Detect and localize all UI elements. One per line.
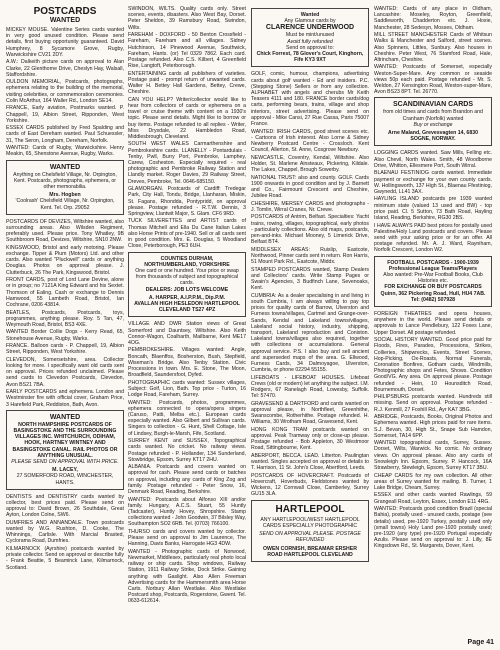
box-contact-address: 27 SOMERFORD ROAD, WINCHESTER, HANTS. bbox=[16, 473, 114, 486]
ads-group bbox=[6, 219, 124, 408]
classified-ad: TUCK SILVERETTES and ARTIST cards of Thomas Mitchell and Ella Du Cane Italian Lakes also Horse Prints of pre-1940. Sell or all cards sent in good condition. Mrs. E. Douglas, 5 Woodland Close, Peterborough, PE3 6UH. bbox=[128, 218, 246, 250]
box-italic: PLEASE SEND ON APPROVAL WITH PRICE. bbox=[11, 458, 119, 465]
classified-ad: SOCIAL HISTORY WANTED. Good price paid for Floods, Fires, Parades, Processions, Strikes, Collieries, Shipwrecks, Events, Street Scenes, Hop-Picking, Ox-Roasts, Normal Funerals, Coronation Bonfires, Gotham cards, Windmills, Photographic shops and Fetes, Shows. Condition Good/VG. Any area. On approval please. Postage refunded - Hein, 10 Hounsditch Road, Bournemouth, Dorset. bbox=[374, 337, 492, 393]
classified-ad: FAREHAM - DOXFORD - 50 Benton Crossfield - Fareham, Fareham and all villages. Sidney Hutchinson, 14 Pinewood Avenue, Southwick, Fareham, Hants. (or) Tel 0329 7862. Each card. Postage refunded. Also C.S. Kilbert, 4 Greenfield Rise, Langtoft, Peterborough. bbox=[128, 32, 246, 70]
boxed-ad-north-hampshire bbox=[6, 410, 124, 490]
classified-ad: WANTED topographical cards, Surrey, Sussex. Dorset, Wilts, Warwick. No comic. No ordinary views. On approval please. Also any cards of Snowleigh Inn. Epsom, Surrey. P. Hancock, 16A Strawberry, Stewleigh, Epsom, Surrey KT17 3BU. bbox=[374, 440, 492, 472]
classified-ad: PHOTOGRAPHIC cards wanted: Sussex villages, Subject: Golf, Lion, Bath. Top price - Turton, 16 Lodge Road, Fareham, Surrey. bbox=[128, 379, 246, 399]
box-title: COUNTIES DURHAM, bbox=[160, 255, 214, 262]
classified-ad: CUMBRIA: As a dealer specialising in and living in south Cumbria, I am always willing to pay top prices for quality cards of Barrow, Ulverston and Furness towns/villages, Cartmel and Grange-over-Sands, Kendal and Lakeland towns/villages, Lakeland social history, industry, shipping, transport, Lakeland reproduction and Coniston. Lakeland towns/villages also required, together with collections or accumulations. General approval service. P.S. I also buy and sell ancient and superseded maps of the area. G. Ellwood, Furness Cards, 34 Dalmoyagoe, Ulverston, Cumbria, or phone 02294 55155. bbox=[251, 292, 369, 374]
classified-ad: CHEAP CARDS for my own collection. All other areas of Surrey wanted for mailing. B. Turner, 1 Lake Bridge, Cheam, Surrey. bbox=[374, 472, 492, 491]
classified-ad: WANTED: Postcards, photos, programmes, ephemera connected to opera/opera singers (Caruso, Patti, Melba etc.). European cards especially wanted. Also Gilbert and Sullivan cards. Singers to collection - G. Hunt, Shell Cottage, Isle of Lindsey, Burgh-le-Marsh, Fife, Scotland. bbox=[128, 399, 246, 437]
classified-ad: SWINDON, WILTS. Quality cards only. Street scenes, events, disasters. Also West Bay, Dorset. Peter Sheldon, 39 Ramsbury Road, Swindon, Wilts. bbox=[128, 6, 246, 31]
boxed-ad-football bbox=[374, 256, 492, 307]
box-italic: SEND ON APPROVAL PLEASE. POSTAGE REFUNDED bbox=[259, 531, 361, 544]
classified-ad: FRONT CARDS, post of Lord Lane Devine, alone or in group; no 7121A King Edward and his Sextet. Thomson of Ealing. Cash or exchange to Dennis Hamwood, 55 Lambeth Road, Bristol, Ian Cochrane, 0206 43814. bbox=[6, 277, 124, 308]
ads-group bbox=[374, 311, 492, 550]
box-body: Avoid fully refunded bbox=[287, 38, 333, 45]
boxed-ad-durham bbox=[128, 252, 246, 318]
classified-ad: WANTED Border Collie Dogs - Kerry Read, 65, Stonehouse Avenue, Rugby, Warks. bbox=[6, 329, 124, 342]
box-contact-address: AVALLAN HIGH HESLEDON HARTLEPOOL CLEVELAND TS27 4PZ bbox=[134, 300, 240, 314]
box-contact-name: M. LACEY, bbox=[52, 467, 78, 474]
box-line: Any Glamour cards by bbox=[284, 18, 336, 25]
classified-ad: DENTISTS and DENTISTRY cards wanted by collector, best prices paid. Please send on approval to: David Brown, 26 Southdale, Great Ayton, London Colne, SW6. bbox=[6, 493, 124, 519]
classified-ad: CAN YOU HELP? Writer/collector would like to hear from collectors of cards or ephemera on a travel or cruise theme with content on a 1930's topic. Please send details. Might like to borrow or buy items. Postage refunded to all replies - Writer, Miss Drysdale, 22 Hambledon Road, Middlesbrough, Cleveland. bbox=[128, 96, 246, 140]
classified-ad: EARLY POSTCARDS and ephemera. London and Westminster fire with official cover, Graham Price, 3 Harefield Park, Reddiston, Bath, Avon. bbox=[6, 389, 124, 408]
classified-ad: WANTED: IRISH CARDS, good street scenes etc. - Cartoons of Irish interest. Also Lorne & Sidney Newberry Postcard Centre - Crossloch. Kent Council, Allerton, St. Anne, Cosgrove Newbury. bbox=[251, 128, 369, 154]
classified-ad: CLEVEDON, Somersetshire, area. Collector looking for more. I specifically want old cards sent on approval. Prices refunded unclaimed. Please send cards to Clevedon Postcards, Clevedon, Avon BS21 7BA. bbox=[6, 356, 124, 388]
classified-ad: ABRIDGE, Postcards, Books, Original Photos and Ephemera wanted. High prices paid for rare items. S.J. Bevan, 30, High St., Snape Sub Hamdon, Somerset, TA14 6PP. bbox=[374, 414, 492, 439]
box-contact-name: A. HARPER, A.I.P.P.M., Dip.P.M. bbox=[148, 294, 226, 301]
classified-ad: CHESHIRE, MERSEY CARDS and photographs - J. Tomlin, Wirral Cranes, Nr. Crewe. bbox=[251, 200, 369, 213]
classified-ad: PEMBROKESHIRE. Villages wanted: Angle, Boncath, Blaenffos, Bosherston, Bush, Stepfield, Wiseman's Bridge. Also Tenby Station. Civic Processions in town. Mrs. E. Stone, The Moon, Broadfield, Saundersfoot, Dyfed. bbox=[128, 347, 246, 379]
classified-ad: DUMFRIES AND ANNANDALE. Town postcards wanted by W.G. Rushton, D. Cooke, The Whinnings, Carlisle. With Marcial Brasted, Cyclorama Road, Dumfries. bbox=[6, 519, 124, 545]
boxed-ad-chelsfield bbox=[6, 160, 124, 215]
classified-ad: FRANCE. Balloon cards - P. Chappell, 19, Albion Street, Ripponden, West Yorkshire. bbox=[6, 343, 124, 356]
boxed-ad-scandinavian bbox=[374, 97, 492, 146]
classified-ad: GRAVESEND & DARTFORD and cards wanted on approval please, in Northfleet, Greenhithe, Swanscombe, Rotherhithe. Postage refunded. H. Williams, 30 Wrotham Road, Gravesend, Kent. bbox=[251, 400, 369, 426]
classified-ad: MIDDLESEX AREAS: Ruislip, Eastcote, Northwood, Pinner cards sent in return. Ron Harris, 51 Mount Park Rd., Eastcote, Middx. bbox=[251, 246, 369, 266]
classified-ad: NATIONAL TRUST: also and county. GOLF. Cards 1900 onwards in good condition and by J. Barnett and Co., Fairmount Crescent and Cheshire, Jubilee Road. bbox=[251, 174, 369, 200]
classified-ad: PHILIPSBURG postcards wanted. Hundreds still missing. Send on approval. Postage refunded - R.J. Kenmill, 27 Foxhill Rd., Ayr KA7 3BG. bbox=[374, 394, 492, 413]
classified-ad: A.W.: Dalkeith picture cards on approval to Alan Clarke, 22 Glenthorne Drive, Cheslyn Hay, Walsall, Staffordshire. bbox=[6, 59, 124, 78]
box-body: ANY HARTLEPOOL/WEST HARTLEPOOL CARDS ESPECIALLY PHOTOGRAPHIC bbox=[260, 516, 360, 529]
box-contact-address: 'Coolrash' Chelsfield Village, Nr. Orpington, Kent. Tel. Orp. 29052 bbox=[15, 198, 115, 211]
box-body: NORTH HAMPSHIRE POSTCARDS OF BASINGSTOKE AND THE SURROUNDING VILLAGES INC. WHITCHURCH, ODIHAM, HOOK, HARTNEY WINTNEY AND BASINGSTOKE CANAL. RAIL PHOTOS OR ANYTHING UNUSUAL. bbox=[12, 421, 118, 459]
box-body: Send on approval to: bbox=[286, 44, 334, 51]
classified-ad: SOUTH WEST WALES Carmarthenshire and Pembrokeshire cards. LLANELLY - Pontardulais - Tenby, Pwll, Burry Port, Pembroke, Lamphey, Carew, Cosheston. Especially required - real photographic and Pembroke Railway Station and Llandly market. Roger Davies, 29 Railway Street, Dreves, Pembroke, Tel. 0646-685150. bbox=[128, 141, 246, 185]
box-title: HARTLEPOOL bbox=[275, 503, 345, 515]
classified-ad: POSTCARDS of Antrim, Belfast. Specialties: Yacht trains, rowing, villages, topographical, early photos - particularly collections. Also old maps, postcards, pen-and-inks. Michael Mooney, 5 Limerick Drive, Belfast BT4. bbox=[251, 214, 369, 246]
classified-ad: KILMARNOCK (Ayrshire) postcards wanted by private collector. Send on approval or describe fully - Frank Beattie, 5 Beaminck Lane, Kilmarnock, Scotland. bbox=[6, 545, 124, 571]
classified-ad: WANTED: Cards of Rugby, Warwickshire. Henry Meakin, 65, Shenstone Avenue, Rugby, Warks. bbox=[6, 145, 124, 158]
classified-ad: HAYLING ISLAND postcards pre 1939 wanted minimum state (valued 13 used and BW) - top price paid. Cl. 5 Sutton, 73 Bath Road, Hayling Island, Reading, Berkshire, RG30 2BS. bbox=[374, 196, 492, 222]
box-contact: Chick Forrest, 78 Glover's Court, Kinghorn, Fife KY3 9XT bbox=[256, 51, 364, 64]
ads-group bbox=[374, 150, 492, 253]
page-number: Page 41 bbox=[467, 639, 494, 646]
box-title: SCANDINAVIAN CARDS bbox=[393, 101, 473, 109]
boxed-ad-hartlepool bbox=[251, 500, 369, 562]
classified-ad: POSTCARDS OF DEVIZES, Wiltshire wanted, also surrounding areas. Also Wilsden Regiment, preferably used. Please price. Tony Whatley, 9B Southbroom Road, Devizes, Wiltshire, SN10 2NW. bbox=[6, 218, 124, 244]
box-body: Must be mint/unused bbox=[285, 32, 335, 39]
column-1 bbox=[6, 6, 124, 572]
classified-ad: SURREY KENT and SUSSEX, Topographical cards wanted. No cricket. No railway views. Postage refunded - P. Hollander, 134 Sunderland, Stowbridge, Epsom, Surrey KT17 2HU. bbox=[128, 438, 246, 463]
classified-ad: WANTED: Postcards about Alfonso XIII and/or family. Hungary, A.C.S. Stuart, 55 Huntly (Tadcaster), Huntly Hovey, Shropshire. Stamp collections wanted - John Goodwin, 37 Bilsley Way, Southampton SO2 6RB. Tel. (0703) 766100. bbox=[128, 496, 246, 528]
box-highlight: FOR EXCHANGE OR BUY POSTCARDS bbox=[384, 284, 482, 291]
box-body: One card or one hundred. Your price or swap from thousands of subject and topographical cards. bbox=[135, 267, 239, 287]
classified-ad: GOLF, comic, humour, champions, advertising cards about golf wanted - Ed and insiders. P.C. (Stepping Stone) Sellers or from any collection. ALPHABET with angels and cherubs Mr Keith Teasers 4111 and 180. FRANCE border cards/dog carts, performing bears, trains, village and shop interiors, street advertising. Please send on approval - Mike Cansi, 27 Rue Cassa, Paris 75007 France. bbox=[251, 71, 369, 128]
ads-group bbox=[251, 71, 369, 497]
classified-ad: VILLAGE AND DWR Station views of Great Somerford and Dauntsey, Wiltshire. Also Keith Connor-Wagon, Coalharth, Mailbarne, Kent ME17 4OG. bbox=[128, 321, 246, 346]
classified-ad: WANTED: Postcards good condition Brazil (special Bahia), postally used - unused cards, postage (see details) used, pre-1920 Turkey, postally used only (small towns) Holy Land pre-1920 postally used; pre-1920 (any type) pre-1920 Portugal especially Azulis. Please send on approval to: J. Lilly, 8E Kingsdown Rd., St. Margarets, Dover, Kent. bbox=[374, 506, 492, 550]
box-body: Also wanted: Pre-War Football Books, Club Histories etc. bbox=[383, 272, 483, 285]
box-dealers: DEALERS: JOB LOTS WELCOME bbox=[145, 286, 229, 293]
box-subtitle: NORTHUMBERLAND, YORKSHIRE bbox=[144, 261, 230, 268]
ads-group bbox=[128, 321, 246, 604]
classified-ad: POSTCARDS OF HOVERCRAFT. Postcards of Hovercraft, Hoverbuds, Fieldstones wanted by Wickens, 12 Cornwall Close, Camberley, Surrey GU15 3LA. bbox=[251, 472, 369, 498]
classified-ad: MILL STREET MANCHESTER Cards of Whitsun Walks & Manchester and Salford, street scenes. Also Spinners, Littles, Sunbury. Also houses in Cheshire. Peter West, 76 Stamford Road, Hale, Altrincham, Cheshire. bbox=[374, 32, 492, 63]
box-title: Wanted bbox=[300, 12, 320, 18]
classified-ad: MICKEY MOUSE. Valentine Series cards wanted in very good unused condition. Please send details, first buying opportunity guaranteed. David Humphrey, 8 Sycamore Grove, Rugby, Warwickshire CV21 2DY. bbox=[6, 27, 124, 58]
section-subtitle: WANTED bbox=[49, 17, 81, 24]
classified-ad: WANTED: Cards of any place in Oldham, Lancashire: Moseley, Royton, Greenfield, Saddleworth, Chadderton etc. J. Hoxie, Manchester, 28 Sedesyn, Mosses, Oldham. bbox=[374, 6, 492, 31]
ads-group bbox=[374, 6, 492, 95]
box-subtitle: Professional League Teams/Players bbox=[388, 265, 478, 272]
box-italic: Buy or exchange bbox=[413, 121, 453, 128]
box-contact: OWEN CORNISH, BREAMAR ERSHER ROAD HARTLEPOOL CLEVELAND bbox=[263, 545, 357, 558]
section-title: POSTCARDS bbox=[33, 6, 97, 17]
classified-ad: FRANCE, Early aviation, Postmarks wanted. P. Chappell, 19, Albion Street, Ripponden, West Yorkshire. bbox=[6, 105, 124, 124]
ads-group bbox=[6, 27, 124, 158]
box-title: WANTED bbox=[49, 413, 81, 421]
box-highlight: CLARENCE UNDERWOOD bbox=[265, 24, 355, 32]
classified-ad: ALBANIA. Postcards and covers wanted on approval for cash. Please send cards or batches on approval, including any cards of King Zog and family. Postage refunded - Peter Snow, 16, Denmark Road, Reading, Berkshire. bbox=[128, 464, 246, 496]
ads-group bbox=[6, 494, 124, 571]
classified-ad: ESSEX and other cards wanted Rawlings, 59 Grangeall Road, Leyton, Essex, London E11 4RG. bbox=[374, 492, 492, 505]
box-body: from old times and cards from Brandon and Cranham (Norfolk) wanted bbox=[383, 109, 483, 122]
classified-ad: ESSEX CARDS published by Fred Spalding and cards of East Dereham wanted. Paul Schuessler, 31, The Seron, Longham, Dereham, Norfolk. bbox=[6, 125, 124, 144]
ads-group bbox=[128, 6, 246, 250]
box-title: FOOTBALL POSTCARDS - 1900-1939 bbox=[387, 259, 479, 266]
classified-ad: HONG KONG TRAM postcards wanted on approval. Peak Tramway only or close-up please. Postage refunded - Bob Appleton, 30 Westmoor Road, Sittingbourne, Kent. bbox=[251, 426, 369, 452]
classified-ad: LOGGING CARDS wanted. Saw Mills, Felling etc. Also Chevil, North Wales. Smith, 48 Woodborne Drive, Whitton, Ellesmere Port, South Wirral. bbox=[374, 150, 492, 169]
boxed-ad-underwood bbox=[251, 8, 369, 67]
classified-ad: ABERPORT, BECCA. LEAD. Litterton. Paulingtan wanted. Singles accepted on approval or details to T. Harrison, 11 St. John's Close, Abertford, Leeds. bbox=[251, 452, 369, 472]
classified-ad: BLAENAU FESTINIOG cards wanted. Immediate payment or exchange for your own county cards. W. Hollingsworth, 137 High St., Blaenau Ffestiniog, Gwynedd, LL41 3AX. bbox=[374, 170, 492, 195]
classified-ad: GLAMORGAN. Postcards of Cardiff: Tredegar Park, City Hall, Tondu, Bridge, Llanharan, Miskin, St. Fagans, Rhondda, Pontypridd, on approval please. Postage refunded - R.T.W. Dennis, 3 Springview, Llantwit Major, S. Glam. CF6 9RD. bbox=[128, 186, 246, 217]
box-contact-name: Mrs. Hogben bbox=[49, 192, 81, 199]
classified-ad: FOREIGN THEATRES and opera houses, anywhere in the world. Please send details or approvals to Lance Pendlebury, 122 Foxes Lane, Upper Dorset. All postage refunded. bbox=[374, 311, 492, 336]
classified-ad: THURSO cards and covers wanted by collector. Please send on approval to Jim Laurence, The Hanning, Davis Banks, Harrogate HG3 4DW. bbox=[128, 528, 246, 548]
classified-ad: STAMPED POSTCARDS wanted, Stamp Dealers and Collectors' cards. Write Stamp Pages or Swain's Agencies, 3 Budfinch Lane, Sevenoaks, Kent. bbox=[251, 266, 369, 292]
column-2 bbox=[128, 6, 246, 606]
classified-ad: ENTERTAINING cards all publishers of varieties. Postage paid - prompt return of unwanted cards. Walter H. Bettey Hall Gardens, Bettey, Crewe, Cheshire. bbox=[128, 70, 246, 96]
box-contact: Quinn, 362 Pickering Road, Hull, HU4 7AB. Tel: (0482) 507928 bbox=[380, 290, 486, 303]
classified-ad: LIFEBOATS - LIFEBOAT HOUSES. Lifeboat Crews (old or modern) let anything the subject. I.M. Rodgers, 67 Ranelagh Road, Lowesby, Suffolk. Tel: 57470. bbox=[251, 374, 369, 400]
classified-ad: BEATLES, Postcards, Postcards, toys, programmes, anything please. Roy. 5 Tan, 47, Weymouth Road, Bristol, BS3 4XE. bbox=[6, 309, 124, 328]
column-4 bbox=[374, 6, 492, 551]
classified-ad: NEWCASTLE, Coventry, Kendal, Wiltshire. Also Holder, St. Marlene Ainsteaux, Pickering, Kildale. The Lakes, Chappel, Brough Sowerby. bbox=[251, 154, 369, 174]
classified-ad: KINGSWOOD, Bristol and early motoring. Please exchange. Tipper & Plum (Motors) Ltd. and other cards. Also wanted "Pluckwell" cards or anything Douglas. Photos on approval please. J. Clutterbuck, 26 The Park, Kingswood, Bristol. bbox=[6, 244, 124, 276]
classified-ad: OULDON MEMORIAL, Postcards, photographs, ephemera relating to the building of the memorial, visiting celebrities, or commemoration ceremonies. Colin McArthur, 164 Waller Rd., London SE14. bbox=[6, 79, 124, 104]
box-title: WANTED bbox=[49, 163, 81, 171]
box-contact: Arne Maland, Grevesvagten 14, 6830 SOGNE, NORWAY. bbox=[388, 130, 478, 143]
classified-ad: I HAVE ALWAYS PAID best prices for postally used Palestine/Holy Land postcards and covers. Please send with your asking price or for an offer. All postage refunded. Mr. A. J. Ward, Rayniham, Norfolk Crescent, London W2. bbox=[374, 222, 492, 254]
classified-ad: WANTED: Postcards of Somerset, especially Weston-Super-Mare. Any common or seaside views 50p each paid. Postage refunded - Mr. S. Weldon, 27 Kensington Road, Weston-super-Mare, Avon BS23 8PT. Tel. 26770. bbox=[374, 64, 492, 96]
column-3 bbox=[251, 6, 369, 566]
classified-ad: WANTED - Photographic cards of Norwood, Newmarket, Middlesex, particularly real photo local railway or ship cards. Shop windows, Railway Station, 1911 Railway Strike, Dock Strike. Gaining anything with Gaslight. Also Allen Freeman Advertising cards for the Hammersmith area Horse Carts. Norbury Allan Westlake. Also Westlake Postcard shop, Postcards, Rogerstone, Gwent. Tel. 0633-612614. bbox=[128, 548, 246, 605]
box-body: Anything on Chelsfield Village, Nr. Orpington, Kent. Postcards, photographs, ephemera, or other memorabilia. bbox=[13, 171, 117, 190]
